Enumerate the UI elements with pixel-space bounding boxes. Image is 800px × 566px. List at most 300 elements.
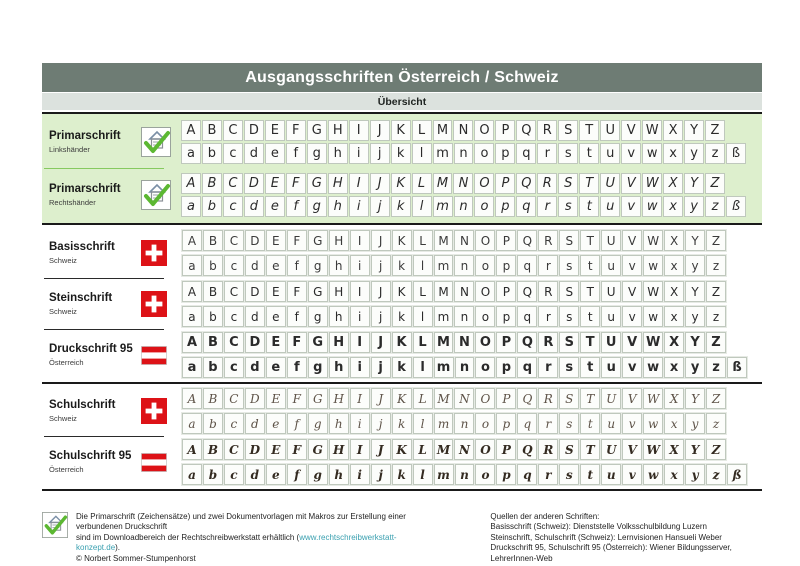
- letter-cell: O: [475, 388, 495, 409]
- letter-cell: c: [224, 357, 244, 378]
- letter-cell: i: [350, 464, 370, 485]
- letter-cell: L: [413, 230, 433, 251]
- letter-cell: k: [392, 357, 412, 378]
- letter-cell: s: [558, 196, 578, 217]
- letter-cell: J: [371, 332, 391, 353]
- section-print-scripts: [42, 225, 762, 382]
- letter-cell: n: [455, 357, 475, 378]
- letter-cell: y: [685, 464, 705, 485]
- letter-cell: R: [538, 439, 558, 460]
- script-name: Basisschrift: [49, 241, 115, 254]
- letter-cell: p: [496, 464, 516, 485]
- script-region: Rechtshänder: [49, 197, 96, 207]
- letter-grid-uppercase: [181, 229, 727, 252]
- footer-note-line1: Die Primarschrift (Zeichensätze) und zwei Dokumentvorlagen mit Makros zur Erstellung einer verbundenen Druckschrift: [76, 512, 406, 532]
- letter-cell: C: [223, 120, 243, 141]
- letter-cell: F: [287, 332, 307, 353]
- script-name: Druckschrift 95: [49, 343, 133, 356]
- letter-cell: Y: [685, 332, 705, 353]
- letter-cell: R: [538, 230, 558, 251]
- letter-cell: g: [308, 413, 328, 434]
- letter-cell: k: [391, 143, 411, 164]
- letter-cell: O: [475, 230, 495, 251]
- letter-cell: o: [475, 413, 495, 434]
- letter-cell: t: [579, 143, 599, 164]
- letter-cell: y: [684, 196, 704, 217]
- letter-cell: e: [266, 413, 286, 434]
- letter-cell: a: [182, 357, 202, 378]
- letter-cell: z: [705, 196, 725, 217]
- austrian-flag-icon: [141, 346, 181, 365]
- footer-copyright: © Norbert Sommer-Stumpenhorst: [76, 553, 196, 563]
- letter-cell: M: [433, 120, 453, 141]
- letter-grid-uppercase: [181, 120, 725, 141]
- letter-cell: U: [601, 439, 621, 460]
- letter-cell: m: [433, 196, 453, 217]
- letter-cell: X: [664, 281, 684, 302]
- letter-cell: e: [265, 196, 285, 217]
- letter-cell: Z: [706, 332, 726, 353]
- letter-cell: q: [517, 413, 537, 434]
- letter-cell: U: [601, 230, 621, 251]
- letter-cell: w: [643, 255, 663, 276]
- letter-cell: a: [181, 143, 201, 164]
- letter-cell: n: [454, 413, 474, 434]
- letter-cell: L: [413, 439, 433, 460]
- letter-cell: c: [224, 306, 244, 327]
- letter-cell: v: [622, 357, 642, 378]
- letter-cell: H: [328, 173, 348, 194]
- letter-cell: u: [601, 306, 621, 327]
- letter-cell: O: [475, 332, 495, 353]
- letter-cell: Y: [684, 173, 704, 194]
- letter-cell: e: [266, 255, 286, 276]
- letter-cell: v: [621, 196, 641, 217]
- letter-cell: c: [224, 255, 244, 276]
- letter-cell: Z: [706, 388, 726, 409]
- letter-cell: i: [350, 413, 370, 434]
- letter-cell: a: [181, 196, 201, 217]
- letter-cell: h: [329, 255, 349, 276]
- letter-cell: X: [664, 439, 684, 460]
- letter-cell: J: [370, 120, 390, 141]
- letter-cell: n: [454, 196, 474, 217]
- letter-cell: z: [705, 143, 725, 164]
- letter-cell: j: [371, 357, 391, 378]
- letter-cell: Z: [706, 281, 726, 302]
- letter-cell: f: [287, 357, 307, 378]
- swiss-flag-icon: [141, 291, 181, 317]
- letter-cell: y: [685, 357, 705, 378]
- letter-cell: G: [308, 388, 328, 409]
- letter-cell: f: [286, 196, 306, 217]
- letter-cell: l: [413, 413, 433, 434]
- source-line: Druckschrift 95, Schulschrift 95 (Österreich): Wiener Bildungsserver, LehrerInnen-Web: [490, 543, 732, 563]
- letter-cell: K: [392, 388, 412, 409]
- letter-cell: d: [244, 196, 264, 217]
- letter-cell: v: [622, 306, 642, 327]
- letter-cell: z: [706, 464, 726, 485]
- letter-cell: r: [538, 255, 558, 276]
- letter-cell: x: [664, 464, 684, 485]
- letter-cell: G: [308, 281, 328, 302]
- letter-cell: f: [286, 143, 306, 164]
- letter-cell: p: [496, 306, 516, 327]
- letter-cell: q: [517, 306, 537, 327]
- letter-cell: C: [223, 173, 243, 194]
- letter-cell: w: [643, 357, 663, 378]
- letter-cell: g: [307, 143, 327, 164]
- letter-cell: X: [663, 173, 683, 194]
- letter-cell: z: [706, 357, 726, 378]
- letter-cell: l: [413, 464, 433, 485]
- letter-cell: U: [600, 120, 620, 141]
- letter-cell: u: [601, 255, 621, 276]
- document-content: [42, 63, 762, 491]
- letter-cell: Z: [705, 173, 725, 194]
- script-name: Schulschrift: [49, 399, 116, 412]
- letter-cell: l: [412, 143, 432, 164]
- letter-cell: Z: [706, 439, 726, 460]
- letter-cell: V: [622, 230, 642, 251]
- letter-cell: L: [412, 173, 432, 194]
- letter-cell: O: [474, 173, 494, 194]
- letter-cell: Q: [516, 120, 536, 141]
- letter-cell: d: [245, 255, 265, 276]
- letter-cell: Q: [517, 332, 537, 353]
- letter-cell: r: [538, 413, 558, 434]
- letter-cell: K: [391, 173, 411, 194]
- letter-cell: F: [286, 173, 306, 194]
- letter-cell: j: [371, 255, 391, 276]
- letter-cell: W: [642, 120, 662, 141]
- letter-cell: j: [371, 464, 391, 485]
- letter-cell: F: [287, 230, 307, 251]
- letter-cell: l: [413, 306, 433, 327]
- letter-cell: z: [706, 255, 726, 276]
- letter-cell: I: [350, 230, 370, 251]
- row-label: [42, 343, 141, 366]
- letter-cell: B: [203, 439, 223, 460]
- austrian-flag-icon: [141, 453, 181, 472]
- letter-cell: Q: [516, 173, 536, 194]
- letter-cell: O: [475, 281, 495, 302]
- letter-cell: b: [203, 255, 223, 276]
- letter-cell: t: [580, 464, 600, 485]
- letter-cell: N: [454, 388, 474, 409]
- letter-cell: B: [203, 388, 223, 409]
- letter-cell: Q: [517, 388, 537, 409]
- letter-cell: V: [622, 281, 642, 302]
- letter-grid-lowercase: [181, 196, 746, 217]
- letter-cell: t: [580, 413, 600, 434]
- letter-cell: d: [245, 464, 265, 485]
- letter-cell: s: [559, 357, 579, 378]
- letter-cell: m: [433, 143, 453, 164]
- letter-cell: U: [601, 388, 621, 409]
- letter-cell: G: [307, 120, 327, 141]
- letter-cell: F: [287, 281, 307, 302]
- letter-cell: k: [392, 464, 412, 485]
- letter-cell: h: [329, 413, 349, 434]
- script-row-primarschrift-linkshaender: [42, 116, 762, 168]
- script-name: Primarschrift: [49, 183, 121, 196]
- letter-grid-uppercase: [181, 387, 727, 410]
- letter-cell: C: [224, 230, 244, 251]
- letter-cell: a: [182, 464, 202, 485]
- letter-cell: S: [559, 388, 579, 409]
- letter-cell: p: [496, 357, 516, 378]
- letter-cell: j: [370, 196, 390, 217]
- letter-cell: x: [664, 255, 684, 276]
- letter-cell: H: [329, 230, 349, 251]
- letter-cell: E: [265, 120, 285, 141]
- letter-cell: t: [580, 357, 600, 378]
- letter-cell: A: [182, 388, 202, 409]
- letter-grid-uppercase: [181, 438, 727, 461]
- letter-cell: j: [371, 413, 391, 434]
- letter-cell: S: [559, 281, 579, 302]
- letter-cell: t: [579, 196, 599, 217]
- letter-cell: P: [496, 439, 516, 460]
- letter-cell: H: [329, 332, 349, 353]
- letter-cell: n: [454, 143, 474, 164]
- letter-cell: u: [601, 464, 621, 485]
- letter-cell: e: [266, 464, 286, 485]
- letter-cell: G: [308, 332, 328, 353]
- script-region: Schweiz: [49, 413, 77, 423]
- letter-cell: x: [663, 196, 683, 217]
- letter-cell: Q: [517, 439, 537, 460]
- letter-cell: B: [202, 120, 222, 141]
- letter-cell: y: [685, 306, 705, 327]
- letter-cell: M: [434, 332, 454, 353]
- letter-cell: z: [706, 413, 726, 434]
- letter-cell: p: [495, 196, 515, 217]
- script-region: Schweiz: [49, 255, 77, 265]
- source-line: Quellen der anderen Schriften:: [490, 512, 600, 521]
- script-row-druckschrift-95: [42, 330, 762, 380]
- letter-cell: R: [538, 332, 558, 353]
- letter-cell: y: [685, 413, 705, 434]
- letter-cell: f: [287, 413, 307, 434]
- letter-cell: P: [496, 388, 516, 409]
- letter-cell: b: [202, 143, 222, 164]
- letter-cell: s: [559, 255, 579, 276]
- letter-cell: L: [412, 120, 432, 141]
- letter-cell: V: [622, 332, 642, 353]
- letter-cell: m: [434, 306, 454, 327]
- letter-cell: o: [475, 357, 495, 378]
- letter-cell: T: [580, 332, 600, 353]
- letter-cell: Y: [685, 281, 705, 302]
- letter-cell: a: [182, 306, 202, 327]
- letter-cell: T: [580, 281, 600, 302]
- script-row-schulschrift-95: [42, 437, 762, 487]
- letter-cell: K: [392, 281, 412, 302]
- letter-cell: W: [643, 230, 663, 251]
- letter-cell: ß: [726, 196, 746, 217]
- letter-cell: I: [350, 388, 370, 409]
- letter-cell: Q: [517, 281, 537, 302]
- letter-cell: P: [495, 173, 515, 194]
- letter-cell: h: [329, 357, 349, 378]
- letter-cell: l: [412, 196, 432, 217]
- letter-cell: Q: [517, 230, 537, 251]
- script-row-steinschrift: [42, 279, 762, 329]
- letter-cell: E: [266, 281, 286, 302]
- script-row-basisschrift: [42, 228, 762, 278]
- letter-cell: T: [579, 120, 599, 141]
- letter-cell: E: [266, 439, 286, 460]
- letter-cell: K: [392, 332, 412, 353]
- letter-cell: p: [496, 413, 516, 434]
- source-line: Basisschrift (Schweiz): Dienststelle Volksschulbildung Luzern: [490, 522, 707, 532]
- letter-cell: D: [245, 332, 265, 353]
- letter-cell: d: [245, 306, 265, 327]
- letter-cell: M: [434, 388, 454, 409]
- letter-cell: n: [454, 306, 474, 327]
- letter-cell: j: [370, 143, 390, 164]
- letter-cell: g: [308, 464, 328, 485]
- letter-cell: x: [664, 413, 684, 434]
- letter-cell: k: [391, 196, 411, 217]
- letter-cell: A: [182, 230, 202, 251]
- letter-cell: R: [538, 281, 558, 302]
- letter-cell: E: [266, 332, 286, 353]
- letter-cell: F: [287, 439, 307, 460]
- letter-cell: h: [328, 196, 348, 217]
- letter-grid-uppercase: [181, 331, 727, 354]
- script-region: Österreich: [49, 464, 84, 474]
- letter-cell: c: [224, 413, 244, 434]
- letter-cell: r: [538, 464, 558, 485]
- letter-cell: J: [371, 230, 391, 251]
- letter-cell: D: [245, 388, 265, 409]
- letter-cell: X: [664, 332, 684, 353]
- letter-cell: X: [663, 120, 683, 141]
- letter-cell: W: [643, 332, 663, 353]
- letter-cell: E: [265, 173, 285, 194]
- letter-grids: [181, 229, 727, 277]
- script-region: Österreich: [49, 357, 84, 367]
- house-check-icon: [141, 127, 181, 157]
- letter-cell: H: [329, 388, 349, 409]
- letter-cell: O: [475, 439, 495, 460]
- swiss-flag-icon: [141, 240, 181, 266]
- letter-cell: j: [371, 306, 391, 327]
- letter-cell: a: [182, 255, 202, 276]
- letter-cell: x: [664, 357, 684, 378]
- section-primarschrift: [42, 112, 762, 225]
- letter-cell: W: [643, 388, 663, 409]
- header-title-bar: [42, 63, 762, 92]
- letter-cell: d: [245, 357, 265, 378]
- letter-cell: S: [558, 120, 578, 141]
- letter-cell: Y: [684, 120, 704, 141]
- letter-cell: J: [371, 388, 391, 409]
- letter-cell: e: [266, 357, 286, 378]
- letter-cell: O: [474, 120, 494, 141]
- letter-cell: f: [287, 306, 307, 327]
- script-name: Schulschrift 95: [49, 450, 132, 463]
- script-name: Primarschrift: [49, 130, 121, 143]
- letter-cell: u: [600, 196, 620, 217]
- letter-cell: A: [182, 281, 202, 302]
- letter-cell: s: [559, 413, 579, 434]
- letter-cell: W: [643, 439, 663, 460]
- letter-cell: D: [245, 281, 265, 302]
- letter-cell: m: [434, 413, 454, 434]
- letter-cell: s: [559, 306, 579, 327]
- letter-grids: [181, 438, 748, 486]
- letter-cell: B: [203, 281, 223, 302]
- letter-cell: G: [308, 230, 328, 251]
- letter-cell: h: [329, 306, 349, 327]
- letter-cell: N: [453, 120, 473, 141]
- footer-link[interactable]: www.rechtschreibwerkstatt-konzept.de: [76, 532, 397, 553]
- letter-cell: N: [454, 332, 474, 353]
- letter-cell: L: [413, 332, 433, 353]
- letter-cell: k: [392, 413, 412, 434]
- source-line: Steinschrift, Schulschrift (Schweiz): Lernvisionen Hansueli Weber: [490, 532, 722, 542]
- letter-cell: P: [496, 281, 516, 302]
- letter-cell: K: [392, 439, 412, 460]
- letter-cell: V: [621, 120, 641, 141]
- letter-cell: I: [350, 332, 370, 353]
- letter-cell: b: [203, 357, 223, 378]
- letter-cell: R: [538, 388, 558, 409]
- letter-cell: T: [580, 230, 600, 251]
- subtitle-bar: [42, 93, 762, 110]
- letter-cell: q: [517, 464, 537, 485]
- letter-cell: R: [537, 120, 557, 141]
- row-label: [42, 399, 141, 422]
- letter-cell: U: [601, 332, 621, 353]
- letter-cell: P: [495, 120, 515, 141]
- letter-cell: Z: [706, 230, 726, 251]
- letter-cell: S: [559, 230, 579, 251]
- letter-grid-uppercase: [181, 173, 725, 194]
- letter-cell: g: [307, 196, 327, 217]
- letter-cell: b: [203, 306, 223, 327]
- letter-cell: e: [266, 306, 286, 327]
- letter-cell: J: [371, 281, 391, 302]
- letter-cell: o: [474, 196, 494, 217]
- letter-cell: F: [286, 120, 306, 141]
- letter-cell: I: [350, 439, 370, 460]
- letter-cell: M: [434, 439, 454, 460]
- footer-sources: [490, 512, 762, 564]
- letter-cell: N: [454, 230, 474, 251]
- letter-cell: D: [244, 173, 264, 194]
- letter-cell: g: [308, 357, 328, 378]
- letter-grid-lowercase: [181, 463, 748, 486]
- row-label: [42, 292, 141, 315]
- letter-cell: w: [643, 464, 663, 485]
- letter-cell: M: [434, 281, 454, 302]
- letter-cell: A: [182, 332, 202, 353]
- letter-cell: I: [350, 281, 370, 302]
- house-check-icon: [141, 180, 181, 210]
- section-cursive-scripts: [42, 382, 762, 491]
- letter-cell: o: [474, 143, 494, 164]
- subtitle: Übersicht: [377, 95, 427, 108]
- script-row-schulschrift: [42, 386, 762, 436]
- letter-cell: p: [495, 143, 515, 164]
- letter-cell: M: [434, 230, 454, 251]
- letter-cell: K: [392, 230, 412, 251]
